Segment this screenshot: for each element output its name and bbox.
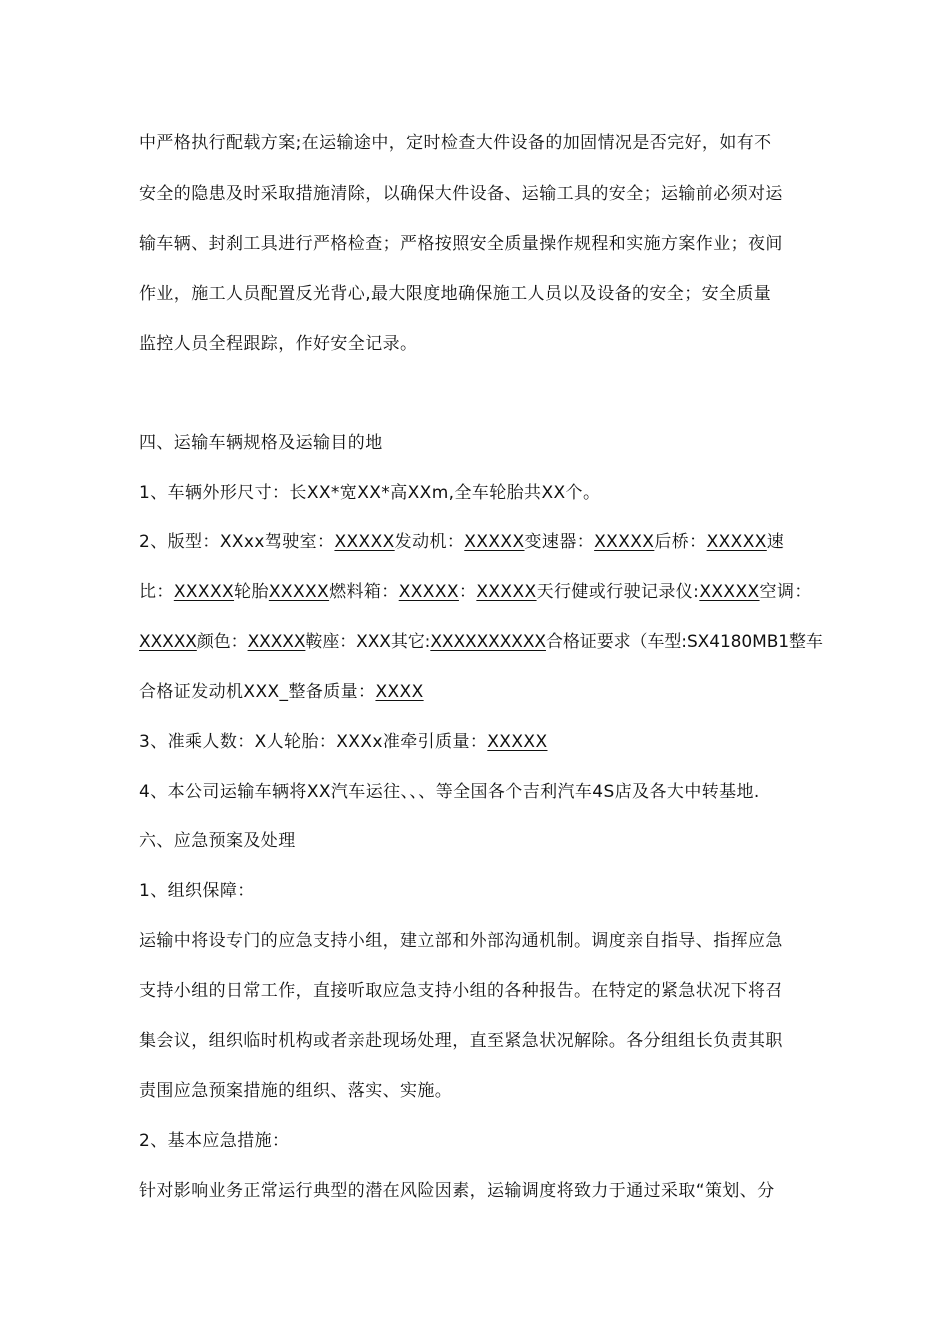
underlined-value: XXXXX [464, 532, 525, 552]
list-item: 4、本公司运输车辆将XX汽车运往、、、等全国各个吉利汽车4S店及各大中转基地. [139, 782, 760, 802]
text-segment: 比： [139, 582, 174, 602]
body-text-line: 运输中将设专门的应急支持小组，建立部和外部沟通机制。调度亲自指导、指挥应急 [139, 931, 783, 951]
list-item-continuation [139, 681, 819, 703]
underlined-value: XXXXX [476, 582, 537, 602]
underlined-value: XXXXX [334, 532, 395, 552]
text-segment: 颜色： [196, 632, 248, 652]
subsection-title: 1、组织保障： [139, 881, 255, 901]
text-segment: 变速器： [524, 532, 595, 552]
text-segment: 合格证发动机XXX_整备质量： [139, 682, 376, 702]
body-text-line: 责围应急预案措施的组织、落实、实施。 [139, 1081, 453, 1101]
underlined-value: XXXXX [706, 532, 767, 552]
list-item-continuation [139, 631, 823, 653]
body-text-line: 集会议，组织临时机构或者亲赴现场处理，直至紧急状况解除。各分组组长负责其职 [139, 1031, 783, 1051]
body-text-line: 作业，施工人员配置反光背心,最大限度地确保施工人员以及设备的安全；安全质量 [139, 284, 772, 304]
underlined-value: XXXXX [247, 632, 306, 652]
text-segment: 鞍座：XXX其它: [305, 632, 431, 652]
list-item: 1、车辆外形尺寸：长XX*宽XX*高XXm,全车轮胎共XX个。 [139, 483, 601, 503]
list-item-continuation [139, 581, 819, 603]
underlined-value: XXXXX [173, 582, 235, 602]
text-segment: 燃料箱： [329, 582, 399, 602]
underlined-value: XXXXX [487, 732, 548, 752]
text-segment: 天行健或行驶记录仪: [536, 582, 700, 602]
text-segment: 轮胎 [234, 582, 269, 602]
text-segment: 2、版型：XXxx驾驶室： [139, 532, 335, 552]
section-heading: 四、运输车辆规格及运输目的地 [139, 433, 383, 453]
underlined-value: XXXXX [594, 532, 655, 552]
section-heading: 六、应急预案及处理 [139, 831, 296, 851]
underlined-value: XXXXXXXXXX [430, 632, 546, 652]
body-text-line: 针对影响业务正常运行典型的潜在风险因素，运输调度将致力于通过采取“策划、分 [139, 1181, 775, 1201]
text-segment: 合格证要求（车型:SX4180MB1整车 [545, 632, 823, 652]
text-segment: ： [458, 582, 477, 602]
list-item [139, 531, 819, 553]
text-segment: 后桥： [654, 532, 707, 552]
text-segment: 3、准乘人数：X人轮胎：XXXx准牵引质量： [139, 732, 488, 752]
underlined-value: XXXXX [699, 582, 760, 602]
underlined-value: XXXX [375, 682, 424, 702]
underlined-value: XXXXX [139, 632, 197, 652]
body-text-line: 中严格执行配载方案;在运输途中，定时检查大件设备的加固情况是否完好，如有不 [139, 133, 772, 153]
text-segment: 速 [766, 532, 785, 552]
body-text-line: 安全的隐患及时采取措施清除，以确保大件设备、运输工具的安全；运输前必须对运 [139, 184, 783, 204]
underlined-value: XXXXX [398, 582, 459, 602]
text-segment: 空调： [759, 582, 812, 602]
body-text-line: 支持小组的日常工作，直接听取应急支持小组的各种报告。在特定的紧急状况下将召 [139, 981, 783, 1001]
body-text-line: 输车辆、封刹工具进行严格检查；严格按照安全质量操作规程和实施方案作业；夜间 [139, 234, 783, 254]
subsection-title: 2、基本应急措施： [139, 1131, 290, 1151]
text-segment: 发动机： [394, 532, 465, 552]
underlined-value: XXXXX [268, 582, 330, 602]
list-item [139, 731, 819, 753]
body-text-line: 监控人员全程跟踪，作好安全记录。 [139, 334, 418, 354]
